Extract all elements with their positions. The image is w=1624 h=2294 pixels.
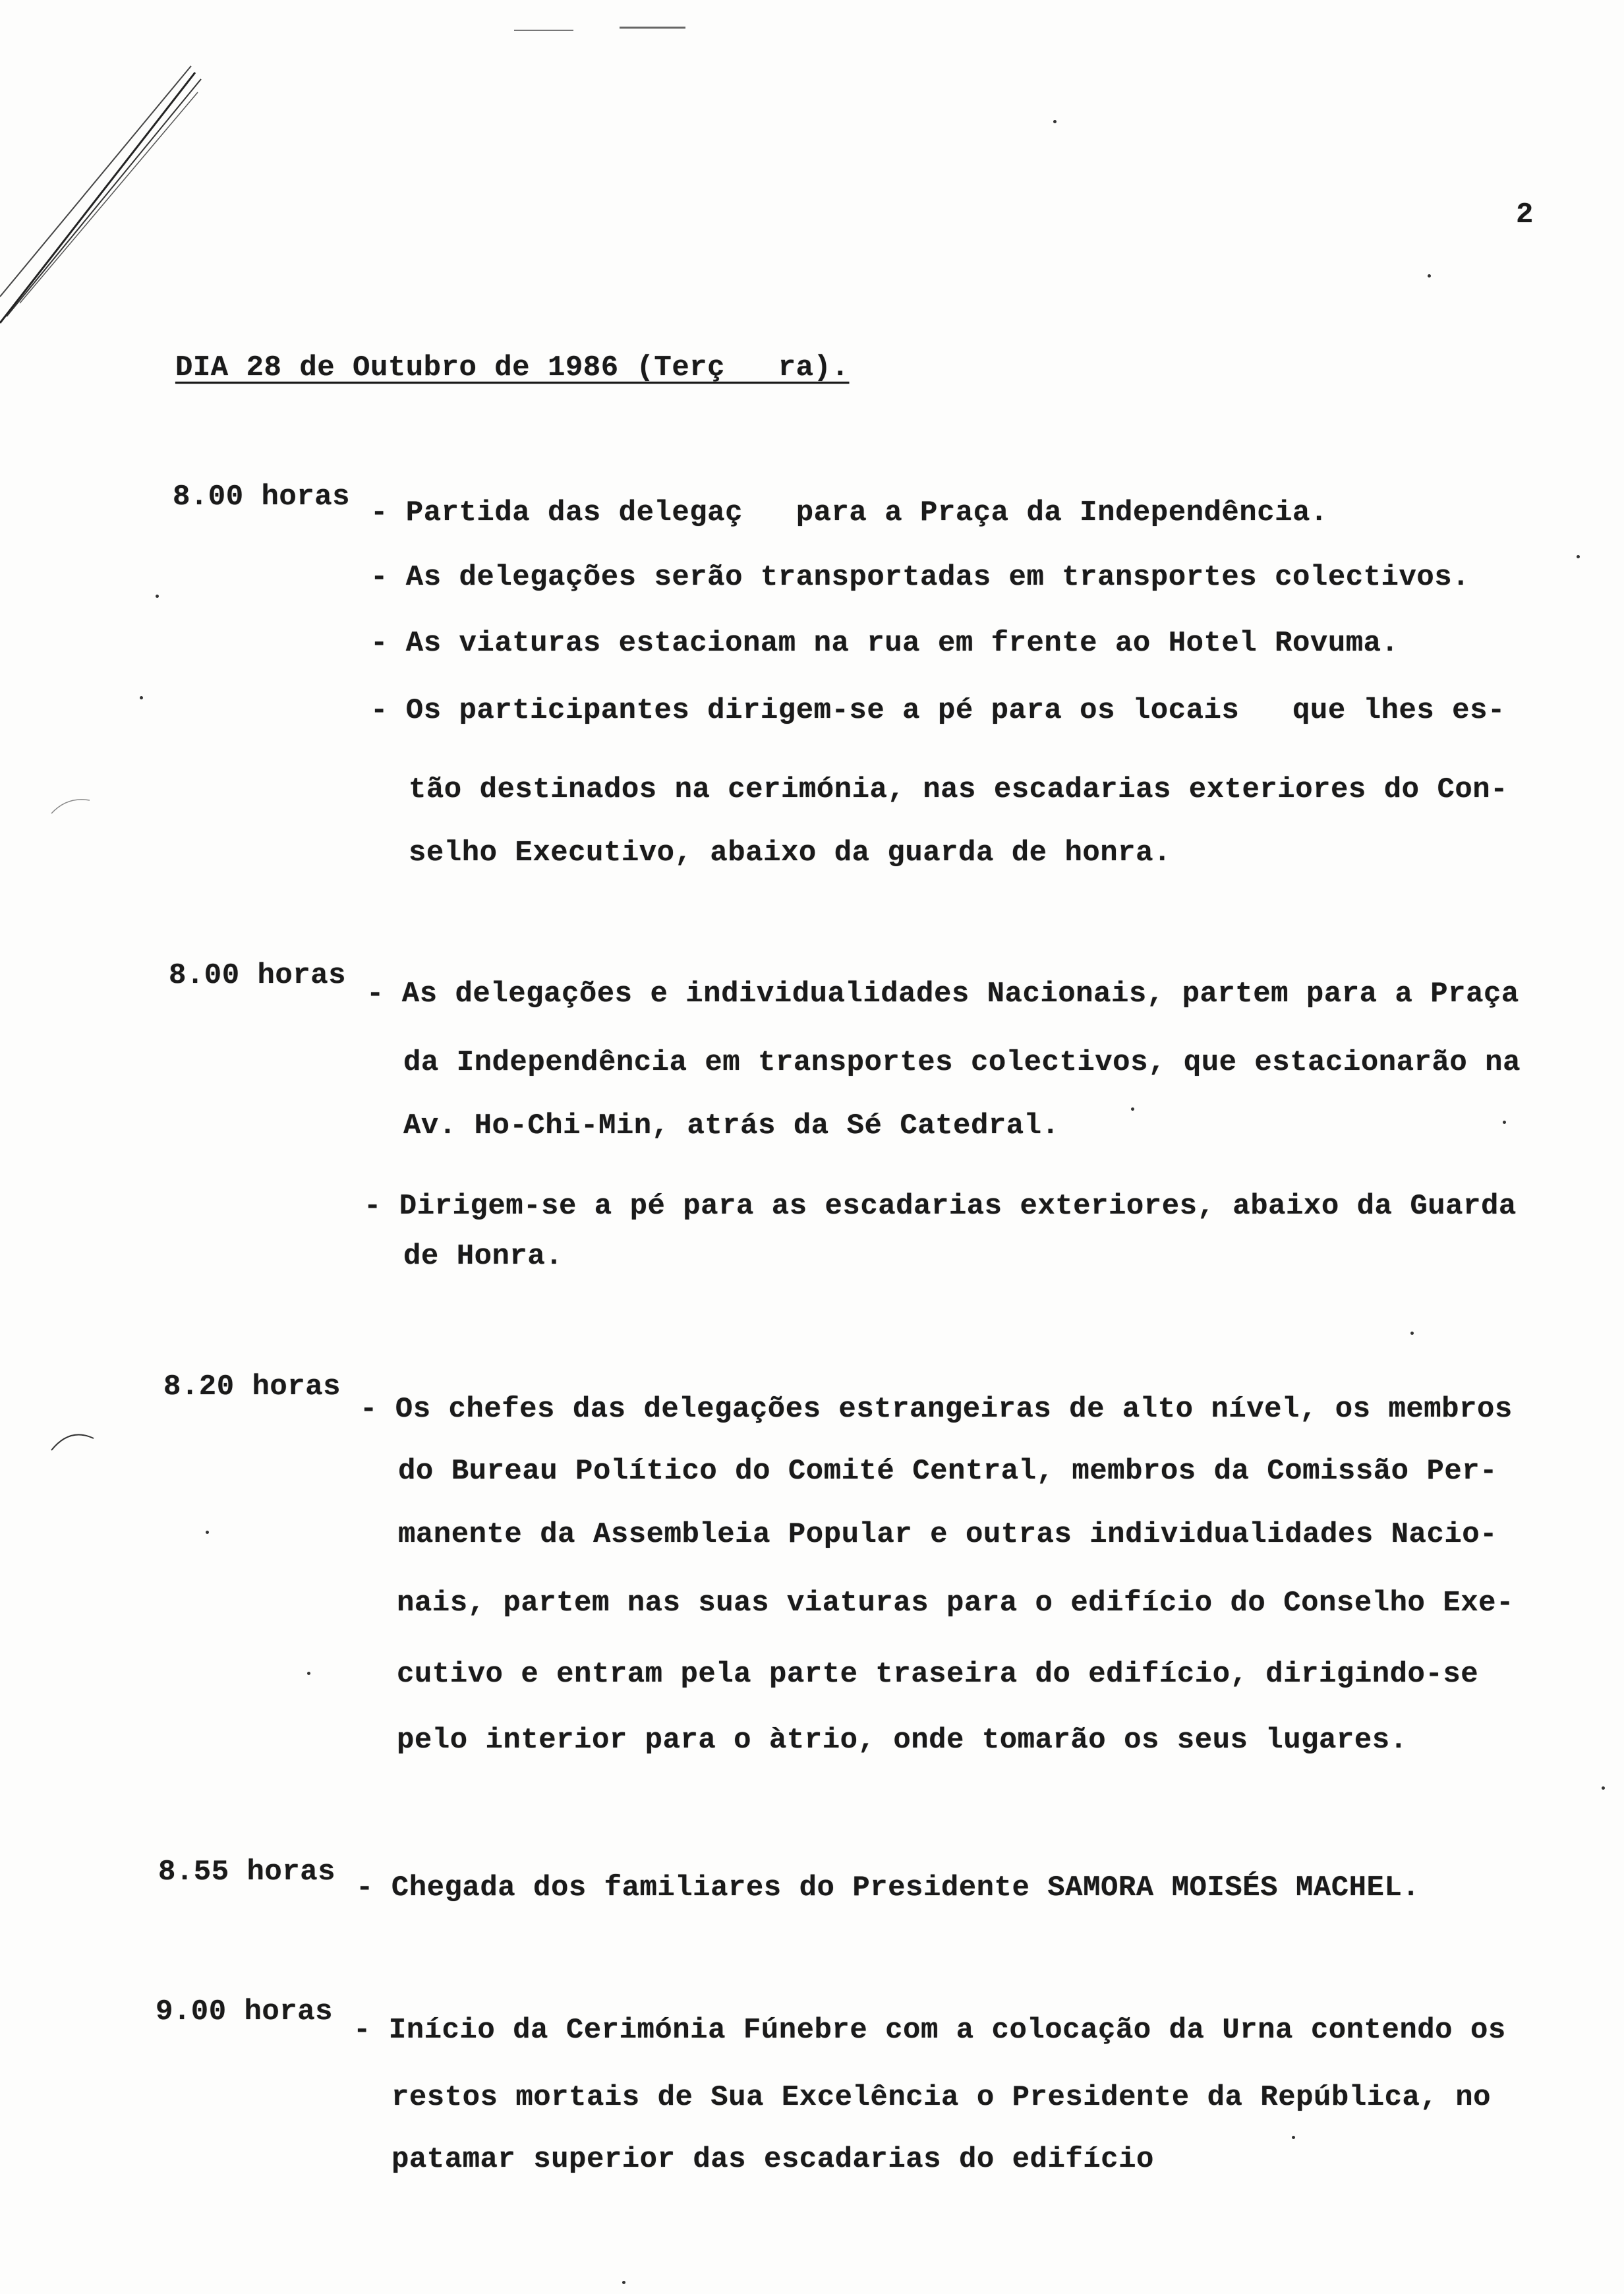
entry-line: patamar superior das escadarias do edifício [392,2143,1154,2176]
entry-line: do Bureau Político do Comité Central, membros da Comissão Per- [398,1455,1498,1488]
scan-speck [206,1531,209,1534]
scan-mark-curve [50,791,96,817]
entry-line: - As viaturas estacionam na rua em frente ao Hotel Rovuma. [370,627,1399,660]
page-title: DIA 28 de Outubro de 1986 (Terç ra). [175,351,850,384]
scan-speck [1292,2136,1295,2139]
entry-line: - Partida das delegaç para a Praça da Independência. [370,496,1328,529]
entry-time: 8.00 horas [169,959,347,992]
scan-mark-top [514,24,712,37]
scan-speck [307,1672,310,1675]
entry-line: Av. Ho-Chi-Min, atrás da Sé Catedral. [403,1109,1060,1142]
scan-speck [156,595,159,598]
scan-speck [622,2281,625,2284]
scan-speck [1503,1121,1506,1124]
entry-line: restos mortais de Sua Excelência o Presidente da República, no [392,2081,1492,2114]
entry-time: 8.00 horas [173,481,351,514]
entry-line: pelo interior para o àtrio, onde tomarão os seus lugares. [397,1724,1408,1757]
scan-speck [1428,274,1431,278]
entry-line: nais, partem nas suas viaturas para o edifício do Conselho Exe- [397,1587,1514,1620]
entry-line: - As delegações serão transportadas em transportes colectivos. [370,561,1470,594]
entry-line: selho Executivo, abaixo da guarda de honra. [409,837,1171,869]
entry-line: - Chegada dos familiares do Presidente SAMORA MOISÉS MACHEL. [356,1871,1420,1904]
scan-speck [140,696,143,699]
entry-line: - Os chefes das delegações estrangeiras de alto nível, os membros [360,1393,1513,1426]
scan-speck [1131,1107,1134,1111]
entry-line: tão destinados na cerimónia, nas escadarias exteriores do Con- [409,773,1509,806]
scan-speck [1410,1332,1414,1335]
scan-speck [1053,120,1057,123]
entry-line: cutivo e entram pela parte traseira do edifício, dirigindo-se [397,1658,1479,1691]
scan-mark-curve [50,1424,103,1457]
entry-line: de Honra. [403,1240,564,1273]
entry-line: - As delegações e individualidades Nacionais, partem para a Praça [366,978,1519,1011]
entry-line: manente da Assembleia Popular e outras individualidades Nacio- [398,1518,1498,1551]
scan-mark-diagonal [0,59,211,336]
entry-line: - Dirigem-se a pé para as escadarias exteriores, abaixo da Guarda [364,1190,1517,1223]
page-number: 2 [1516,198,1534,231]
entry-time: 8.20 horas [163,1370,341,1403]
entry-line: - Os participantes dirigem-se a pé para os locais que lhes es- [370,694,1505,727]
scan-speck [1577,555,1580,558]
entry-time: 9.00 horas [156,1995,334,2028]
scan-speck [1602,1786,1605,1790]
entry-time: 8.55 horas [158,1856,336,1889]
entry-line: - Início da Cerimónia Fúnebre com a colocação da Urna contendo os [353,2014,1506,2047]
entry-line: da Independência em transportes colectivos, que estacionarão na [403,1046,1521,1079]
